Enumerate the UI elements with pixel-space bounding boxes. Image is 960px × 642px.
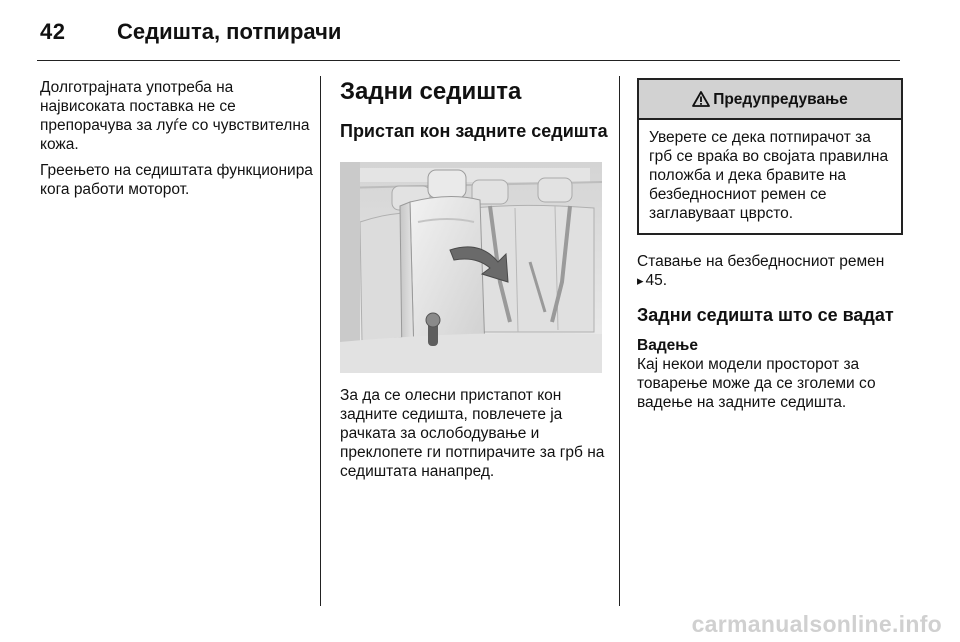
section-title-rear-seats: Задни седишта — [340, 78, 522, 105]
column-3 — [637, 78, 905, 419]
page-reference-icon: ▸ — [637, 273, 644, 288]
seat-belt-reference — [637, 252, 905, 290]
removal-text: Кај некои модели просторот за товарење може да се зголеми со вадење на задните седишта. — [637, 356, 876, 411]
warning-text: Уверете се дека потпирачот за грб се враќа во својата правилна положба и дека бравите на безбедносниот ремен се заглавуваат цврсто. — [649, 129, 889, 222]
warning-box — [637, 78, 903, 235]
header-rule — [37, 60, 900, 61]
warning-header — [639, 80, 901, 120]
access-instructions: За да се олесни пристапот кон задните седишта, повлечете ја рачката за ослободување и преклопете ги потпирачите за грб на седиштата нанапред. — [340, 387, 605, 480]
warning-title: Предупредување — [713, 90, 848, 108]
heating-usage-note: Долготрајната употреба на највисоката поставка не се препорачува за луѓе со чувствителна кожа. — [40, 79, 310, 153]
column-divider-1 — [320, 76, 321, 606]
heating-engine-note: Греењето на седиштата функционира кога работи моторот. — [40, 162, 313, 198]
column-2 — [340, 78, 608, 488]
seat-belt-page-ref[interactable]: 45. — [645, 272, 668, 289]
warning-triangle-icon — [692, 91, 710, 107]
seat-belt-text: Ставање на безбедносниот ремен — [637, 253, 885, 270]
column-divider-2 — [619, 76, 620, 606]
watermark: carmanualsonline.info — [691, 611, 942, 637]
subsection-title-removable: Задни седишта што се вадат — [637, 305, 894, 325]
page-title: Седишта, потпирачи — [117, 19, 342, 44]
column-1 — [40, 78, 315, 206]
page-number: 42 — [40, 19, 66, 44]
removal-heading: Вадење — [637, 337, 698, 354]
subsection-title-access: Пристап кон задните седишта — [340, 121, 608, 141]
rear-seat-illustration — [340, 162, 602, 373]
